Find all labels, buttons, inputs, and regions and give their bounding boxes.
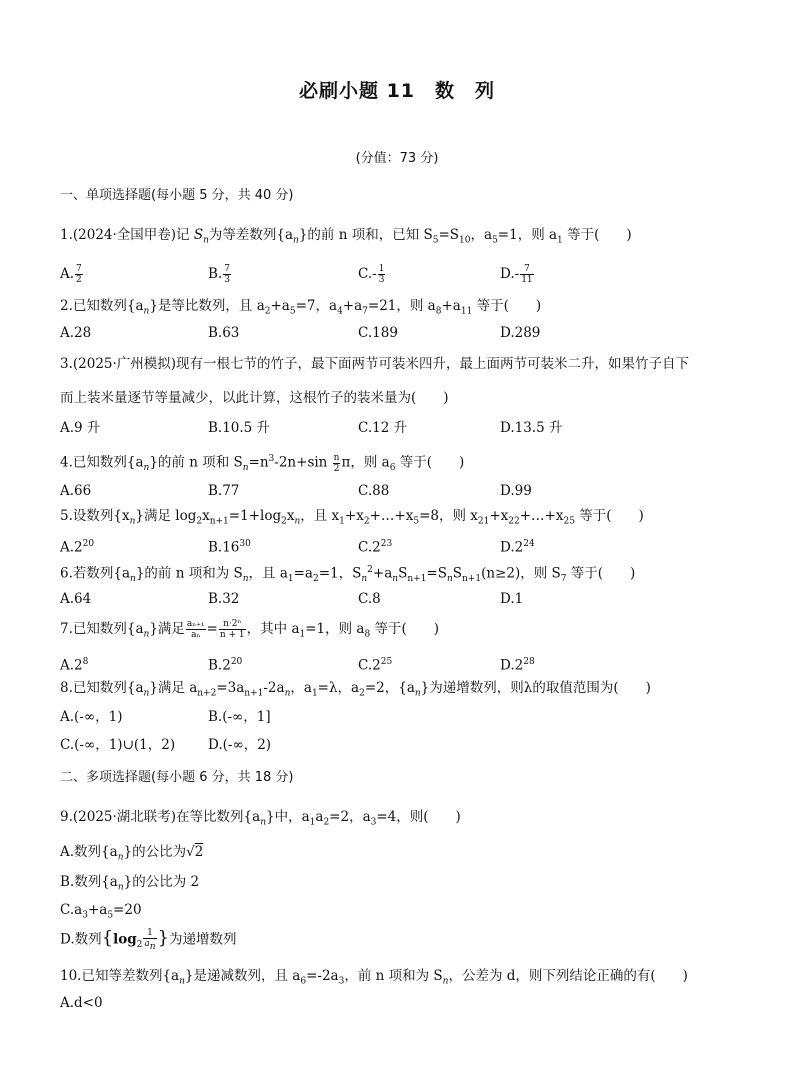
section-heading-multiple-choice: 二、多项选择题(每小题 6 分，共 18 分) bbox=[60, 770, 294, 785]
question-3-stem-line-2: 而上装米量逐节等量减少，以此计算，这根竹子的装米量为( ) bbox=[60, 390, 449, 406]
sqrt-symbol: √2 bbox=[186, 844, 204, 860]
question-8-option-b[interactable]: B.(-∞，1] bbox=[208, 709, 271, 725]
question-9-stem: 9.(2025·湖北联考)在等比数列$\{a_n\}$中，$a_1a_2=2$，$a_3=4$，则( ) bbox=[60, 809, 461, 828]
question-8-stem: 8.已知数列$\{a_n\}$满足 $a_{n+2}=3a_{n+1}-2a_n$，$a_1=\lambda$，$a_2=2$，$\{a_n\}$为递增数列，则λ的取值范围为( ) bbox=[60, 680, 651, 699]
question-8-option-a[interactable]: A.(-∞，1) bbox=[60, 709, 123, 725]
page-title: 必刷小题 11 数 列 bbox=[298, 80, 496, 102]
question-6-option-a[interactable]: A.64 bbox=[60, 591, 92, 607]
question-9-option-c[interactable]: $C.a_3+a_5=20$ bbox=[60, 902, 142, 921]
score-line: (分值：73 分) bbox=[355, 151, 439, 166]
question-7-option-b[interactable]: $B.2^{20}$ bbox=[208, 657, 243, 674]
question-4-option-a[interactable]: A.66 bbox=[60, 483, 92, 499]
section-heading-single-choice: 一、单项选择题(每小题 5 分，共 40 分) bbox=[60, 188, 294, 203]
question-7-stem: 7.已知数列$\{a_n\}$满足 $\frac{\text{aₙ₊₁}}{\text{aₙ}}$ = $\frac{\text{n·2ⁿ}}{n + 1}$ ，其中 $a_1=1$，则 $a_8$ 等于( ) bbox=[60, 619, 440, 640]
question-5-option-b[interactable]: $B.16^{30}$ bbox=[208, 539, 251, 556]
question-3-option-b[interactable]: B.10.5 升 bbox=[208, 420, 271, 436]
question-4-option-c[interactable]: C.88 bbox=[358, 483, 390, 499]
question-5-option-c[interactable]: $C.2^{23}$ bbox=[358, 539, 393, 556]
question-9-option-d[interactable]: D.数列{$\log_2$ $\frac{1}{a_n}$ }为递增数列 bbox=[60, 927, 237, 952]
question-3-stem-line-1: 3.(2025·广州模拟)现有一根七节的竹子，最下面两节可装米四升，最上面两节可装米二升，如果竹子自下 bbox=[60, 356, 690, 372]
question-2-stem: 2.已知数列$\{a_n\}$是等比数列，且 $a_2+a_5=7$，$a_4+a_7=21$，则 $a_8+a_{11}$ 等于( ) bbox=[60, 298, 542, 317]
question-2-option-b[interactable]: B.63 bbox=[208, 325, 240, 341]
question-7-option-a[interactable]: $A.2^8$ bbox=[60, 657, 89, 674]
question-10-option-a[interactable]: A.d<0 bbox=[60, 995, 103, 1011]
question-1-stem: 1.(2024·全国甲卷)记 $S_n$为等差数列$\{a_n\}$的前 n 项和，已知 $S_5=S_{10}$，$a_5=1$，则 $a_1$ 等于( ) bbox=[60, 227, 632, 246]
question-9-option-b[interactable]: B.数列$\{a_n\}$的公比为 2 bbox=[60, 874, 200, 893]
question-2-option-a[interactable]: A.28 bbox=[60, 325, 92, 341]
question-1-option-d[interactable]: D.- $\frac{7}{11}$ bbox=[500, 264, 533, 285]
question-5-option-d[interactable]: $D.2^{24}$ bbox=[500, 539, 535, 556]
question-4-stem: 4.已知数列$\{a_n\}$的前 n 项和 $S_n=n^3-2n+\sin$ $\frac{n}{2}$ π，则 $a_6$ 等于( ) bbox=[60, 452, 465, 474]
question-1-option-a[interactable]: A. $\frac{7}{2}$ bbox=[60, 264, 82, 285]
question-7-option-c[interactable]: $C.2^{25}$ bbox=[358, 657, 393, 674]
question-3-option-a[interactable]: A.9 升 bbox=[60, 420, 101, 436]
question-6-option-b[interactable]: B.32 bbox=[208, 591, 240, 607]
question-2-option-c[interactable]: C.189 bbox=[358, 325, 398, 341]
question-3-option-c[interactable]: C.12 升 bbox=[358, 420, 408, 436]
question-3-option-d[interactable]: D.13.5 升 bbox=[500, 420, 563, 436]
question-9-option-a[interactable]: A.数列$\{a_n\}$的公比为√2 bbox=[60, 844, 204, 863]
question-8-option-c[interactable]: C.(-∞，1)∪(1，2) bbox=[60, 737, 176, 753]
question-4-option-d[interactable]: D.99 bbox=[500, 483, 532, 499]
question-6-option-d[interactable]: D.1 bbox=[500, 591, 524, 607]
question-10-stem: 10.已知等差数列$\{a_n\}$是递减数列，且 $a_6=-2a_3$，前 n 项和为 $S_n$，公差为 d，则下列结论正确的有( ) bbox=[60, 968, 688, 987]
question-5-stem: 5.设数列$\{x_n\}$满足 $\log_2x_{n+1}=1+\log_2x_n$，且 $x_1+x_2+\dots+x_5=8$，则 $x_{21}+x_{22}+\dots+x_{25}$ 等于( ) bbox=[60, 508, 644, 527]
question-6-stem: 6.若数列$\{a_n\}$的前 n 项和为 $S_n$，且 $a_1=a_2=1$，$S_n^2+a_nS_{n+1}=S_nS_{n+1}(n\ge 2)$，则 $S_7$ 等于( ) bbox=[60, 565, 636, 585]
question-5-option-a[interactable]: $A.2^{20}$ bbox=[60, 539, 95, 556]
question-1-option-c[interactable]: C.- $\frac{1}{3}$ bbox=[358, 264, 385, 285]
question-7-option-d[interactable]: $D.2^{28}$ bbox=[500, 657, 535, 674]
question-8-option-d[interactable]: D.(-∞，2) bbox=[208, 737, 272, 753]
question-2-option-d[interactable]: D.289 bbox=[500, 325, 541, 341]
question-4-option-b[interactable]: B.77 bbox=[208, 483, 240, 499]
question-1-option-b[interactable]: B. $\frac{7}{3}$ bbox=[208, 264, 230, 285]
question-6-option-c[interactable]: C.8 bbox=[358, 591, 381, 607]
